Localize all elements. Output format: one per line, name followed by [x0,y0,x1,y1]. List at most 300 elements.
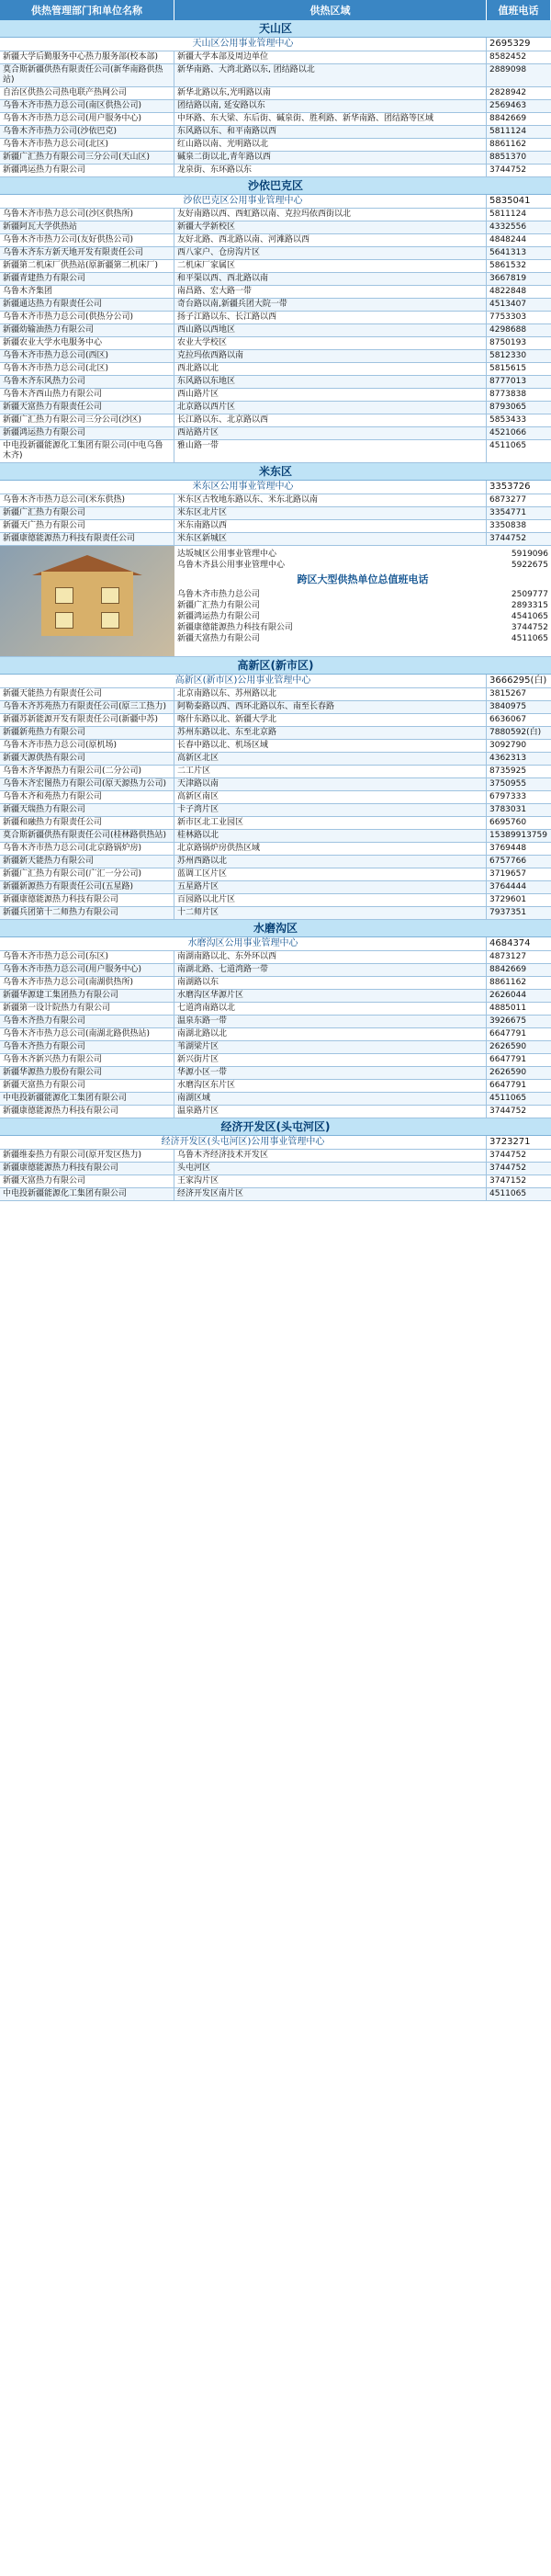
unit-name: 乌鲁木齐市热力总公司(北区) [0,363,174,375]
heating-area: 团结路以南, 延安路以东 [174,100,487,112]
unit-name: 新疆天富热力有限公司 [0,1080,174,1092]
center-name: 高新区(新市区)公用事业管理中心 [0,675,487,687]
heating-area: 米东区新城区 [174,533,487,545]
table-row [0,727,551,740]
heating-area: 南湖南路以北、东外环以西 [174,951,487,963]
heating-area: 阿勒泰路以西、西环北路以东、南至长春路 [174,701,487,713]
district-center-row [0,1136,551,1150]
table-row [0,299,551,312]
table-row [0,113,551,126]
unit-name: 乌鲁木齐东方新天地开发有限责任公司 [0,247,174,259]
duty-phone: 3750955 [489,779,527,789]
heating-area: 新市区北工业园区 [174,817,487,829]
duty-phone: 15389913759 [489,831,547,840]
table-row [0,791,551,804]
unit-name: 新疆广汇热力有限公司三分公司(天山区) [0,152,174,164]
district-rows [0,951,551,1118]
table-row [0,1175,551,1188]
heating-area: 乌鲁木齐经济技术开发区 [174,1150,487,1162]
heating-area: 高新区北区 [174,753,487,765]
district-rows [0,51,551,177]
duty-phone: 4332556 [489,222,527,232]
unit-name: 新疆天瑞热力有限公司 [0,804,174,816]
table-row [0,440,551,463]
center-name: 沙依巴克区公用事业管理中心 [0,195,487,208]
table-row [0,778,551,791]
unit-name: 新疆鸿运热力有限公司 [0,427,174,439]
unit-name: 乌鲁木齐市热力总公司(北区) [0,139,174,151]
unit-name: 乌鲁木齐热力有限公司 [0,1041,174,1053]
duty-phone: 4298688 [489,325,527,335]
table-row [0,260,551,273]
duty-phone: 5815615 [489,364,527,373]
district-header: 米东区 [0,463,551,481]
table-row [0,414,551,427]
unit-name: 新疆广汇热力有限公司 [0,507,174,519]
duty-phone: 3354771 [489,508,527,517]
heating-area: 苏州西路以北 [174,856,487,868]
duty-phone: 8861162 [489,140,527,149]
heating-area: 西山路以西地区 [174,324,487,336]
unit-name: 乌鲁木齐市热力总公司(供热分公司) [0,312,174,323]
heating-area: 新疆大学本部及周边单位 [174,51,487,63]
table-row [0,1106,551,1118]
duty-phone: 2828942 [489,88,527,97]
district-center-row [0,937,551,951]
duty-phone: 6647791 [489,1081,527,1090]
table-row [0,234,551,247]
center-phone: 3723271 [489,1137,531,1147]
special-line-name: 新疆广汇热力有限公司 [177,601,261,610]
duty-phone: 7937351 [489,908,527,917]
unit-name: 乌鲁木齐华源热力有限公司(二分公司) [0,766,174,777]
unit-name: 乌鲁木齐市热力总公司(沙区供热所) [0,209,174,221]
table-row [0,1041,551,1054]
heating-area: 头屯河区 [174,1163,487,1175]
table-header [0,0,551,20]
heating-area: 东风路以东地区 [174,376,487,388]
center-name: 水磨沟区公用事业管理中心 [0,937,487,950]
center-phone: 3666295(白) [489,675,547,686]
special-line [177,622,548,633]
heating-area: 百园路以北片区 [174,894,487,906]
unit-name: 乌鲁木齐市热力公司(友好供热公司) [0,234,174,246]
unit-name: 乌鲁木齐市热力公司(沙依巴克) [0,126,174,138]
unit-name: 新疆天广热力有限公司 [0,520,174,532]
table-row [0,337,551,350]
table-row [0,64,551,87]
duty-phone: 7880592(白) [489,728,542,737]
heating-area: 五星路片区 [174,881,487,893]
duty-phone: 3815267 [489,689,527,698]
unit-name: 乌鲁木齐市热力总公司(南湖北路供热站) [0,1028,174,1040]
duty-phone: 4873127 [489,952,527,961]
unit-name: 新疆康德能源热力科技有限公司 [0,894,174,906]
duty-phone: 3744752 [489,165,527,175]
duty-phone: 8851370 [489,153,527,162]
unit-name: 乌鲁木齐市热力总公司(东区) [0,951,174,963]
heating-area: 西站路片区 [174,427,487,439]
special-line-phone: 4511065 [511,634,548,643]
heating-area: 新兴街片区 [174,1054,487,1066]
unit-name: 新疆新天能热力有限公司 [0,856,174,868]
table-row [0,376,551,389]
unit-name: 新疆第一设计院热力有限公司 [0,1003,174,1015]
unit-name: 新疆第二机床厂供热站(原新疆第二机床厂) [0,260,174,272]
special-line [177,600,548,611]
table-row [0,427,551,440]
unit-name: 乌鲁木齐宏图热力有限公司(原天源热力公司) [0,778,174,790]
unit-name: 新疆青建热力有限公司 [0,273,174,285]
heating-area: 经济开发区南片区 [174,1188,487,1200]
unit-name: 莫合斯新疆供热有限责任公司(桂林路供热站) [0,830,174,842]
house-window [101,612,119,629]
table-row [0,701,551,714]
table-row [0,990,551,1003]
heating-area: 王家沟片区 [174,1175,487,1187]
table-row [0,951,551,964]
duty-phone: 3350838 [489,521,527,530]
unit-name: 新疆新源热力有限责任公司(五星路) [0,881,174,893]
table-row [0,494,551,507]
table-row [0,312,551,324]
table-row [0,152,551,165]
heating-area: 天津路以南 [174,778,487,790]
table-row [0,51,551,64]
duty-phone: 8750193 [489,338,527,347]
duty-phone: 8735925 [489,766,527,776]
special-pre-line [177,560,548,571]
heating-area: 华源小区一带 [174,1067,487,1079]
heating-area: 友好南路以西、西虹路以南、克拉玛依西街以北 [174,209,487,221]
unit-name: 乌鲁木齐集团 [0,286,174,298]
heating-area: 米东区北片区 [174,507,487,519]
table-row [0,1016,551,1028]
duty-phone: 3747152 [489,1176,527,1186]
table-row [0,520,551,533]
heating-area: 友好北路、西北路以南、河滩路以西 [174,234,487,246]
district-header: 高新区(新市区) [0,657,551,675]
house-window [55,612,73,629]
special-line-name: 新疆鸿运热力有限公司 [177,612,261,621]
duty-phone: 4362313 [489,754,527,763]
district-center-row [0,675,551,688]
duty-phone: 3926675 [489,1016,527,1026]
district-center-row [0,38,551,51]
special-line-phone: 4541065 [511,612,548,621]
unit-name: 新疆农业大学水电服务中心 [0,337,174,349]
heating-area: 水磨沟区华源片区 [174,990,487,1002]
duty-phone: 8582452 [489,52,527,62]
special-line [177,633,548,644]
duty-phone: 3729601 [489,895,527,904]
heating-area: 雅山路一带 [174,440,487,462]
table-row [0,843,551,856]
heating-area: 中环路、东大梁、东后街、碱泉街、胜利路、新华南路、团结路等区域 [174,113,487,125]
duty-phone: 3764444 [489,882,527,891]
heating-area: 十二师片区 [174,907,487,919]
heating-area: 卡子湾片区 [174,804,487,816]
special-line-phone: 2893315 [511,601,548,610]
table-row [0,1150,551,1163]
special-pre-phone: 5919096 [511,550,548,559]
duty-phone: 8842669 [489,114,527,123]
table-row [0,1003,551,1016]
duty-phone: 4885011 [489,1004,527,1013]
unit-name: 新疆和融热力有限责任公司 [0,817,174,829]
center-phone: 5835041 [489,196,531,206]
table-row [0,868,551,881]
unit-name: 新疆鸿运热力有限公司 [0,165,174,176]
heating-area: 北京路以西片区 [174,402,487,414]
table-row [0,247,551,260]
duty-phone: 8861162 [489,978,527,987]
duty-phone: 3769448 [489,844,527,853]
heating-area: 米东南路以西 [174,520,487,532]
unit-name: 新疆康德能源热力科技有限责任公司 [0,533,174,545]
heating-area: 和平渠以西、西北路以南 [174,273,487,285]
unit-name: 乌鲁木齐苏苑热力有限责任公司(原三工热力) [0,701,174,713]
duty-phone: 3744752 [489,1163,527,1173]
unit-name: 新疆通达热力有限责任公司 [0,299,174,311]
district-header: 沙依巴克区 [0,177,551,195]
unit-name: 乌鲁木齐市热力总公司(米东供热) [0,494,174,506]
unit-name: 新疆天富热力有限公司 [0,1175,174,1187]
unit-name: 新疆苏新能源开发有限责任公司(新疆中苏) [0,714,174,726]
table-row [0,165,551,177]
table-row [0,100,551,113]
duty-phone: 6797333 [489,792,527,801]
heating-area: 新华南路、大湾北路以东, 团结路以北 [174,64,487,86]
unit-name: 中电投新疆能源化工集团有限公司(中电乌鲁木齐) [0,440,174,462]
heating-area: 南昌路、宏大路一带 [174,286,487,298]
center-phone: 3353726 [489,482,531,492]
heating-area: 碱泉二街以北,青年路以西 [174,152,487,164]
table-row [0,402,551,414]
special-line-phone: 3744752 [511,623,548,632]
duty-phone: 4521066 [489,428,527,437]
duty-phone: 8777013 [489,377,527,386]
special-line [177,589,548,600]
table-row [0,126,551,139]
unit-name: 乌鲁木齐市热力总公司(用户服务中心) [0,964,174,976]
district-rows [0,1150,551,1201]
district-rows [0,209,551,463]
heating-area: 米东区古牧地东路以东、米东北路以南 [174,494,487,506]
table-row [0,740,551,753]
table-row [0,977,551,990]
unit-name: 乌鲁木齐市热力总公司(北京路锅炉房) [0,843,174,855]
duty-phone: 3092790 [489,741,527,750]
unit-name: 新疆阿瓦大学供热站 [0,221,174,233]
table-row [0,139,551,152]
house-window [55,587,73,604]
duty-phone: 2889098 [489,65,527,74]
duty-phone: 5811124 [489,210,527,219]
table-row [0,389,551,402]
heating-area: 克拉玛依西路以南 [174,350,487,362]
table-row [0,714,551,727]
table-row [0,324,551,337]
heating-area: 东风路以东、和平南路以西 [174,126,487,138]
duty-phone: 8842669 [489,965,527,974]
table-row [0,964,551,977]
heating-area: 龙泉街、东环路以东 [174,165,487,176]
heating-area: 桂林路以北 [174,830,487,842]
heating-area: 农业大学校区 [174,337,487,349]
duty-phone: 2626590 [489,1042,527,1051]
house-illustration [0,546,174,656]
table-row [0,286,551,299]
heating-area: 西八家户、仓房沟片区 [174,247,487,259]
unit-name: 乌鲁木齐市热力总公司(西区) [0,350,174,362]
heating-area: 喀什东路以北、新疆大学北 [174,714,487,726]
duty-phone: 5641313 [489,248,527,257]
special-line [177,611,548,622]
unit-name: 乌鲁木齐市热力总公司(用户服务中心) [0,113,174,125]
district-rows [0,494,551,546]
special-line-name: 新疆康德能源热力科技有限公司 [177,623,294,632]
table-row [0,363,551,376]
duty-phone: 3744752 [489,1151,527,1160]
heating-area: 长江路以东、北京路以西 [174,414,487,426]
heating-area: 南湖路以东 [174,977,487,989]
duty-phone: 2626590 [489,1068,527,1077]
special-pre-name: 达坂城区公用事业管理中心 [177,550,277,559]
duty-phone: 2626044 [489,991,527,1000]
unit-name: 新疆天富热力有限责任公司 [0,402,174,414]
heating-area: 二机床厂家属区 [174,260,487,272]
table-row [0,507,551,520]
unit-name: 莫合斯新疆供热有限责任公司(新华南路供热站) [0,64,174,86]
duty-phone: 2569463 [489,101,527,110]
duty-phone: 6695760 [489,818,527,827]
duty-phone: 4511065 [489,1189,527,1198]
table-row [0,350,551,363]
table-row [0,856,551,868]
duty-phone: 7753303 [489,312,527,322]
special-pre-line [177,549,548,560]
table-row [0,273,551,286]
table-row [0,533,551,546]
center-phone: 4684374 [489,938,531,948]
district-header: 天山区 [0,20,551,38]
special-pre-name: 乌鲁木齐县公用事业管理中心 [177,561,286,570]
duty-phone: 4822848 [489,287,527,296]
unit-name: 新疆大学后勤服务中心热力服务部(校本部) [0,51,174,63]
heating-area: 新华北路以东,光明路以南 [174,87,487,99]
table-row [0,209,551,221]
table-row [0,221,551,234]
center-name: 米东区公用事业管理中心 [0,481,487,494]
heating-area: 奇台路以南,新疆兵团大院一带 [174,299,487,311]
duty-phone: 6636067 [489,715,527,724]
duty-phone: 4848244 [489,235,527,244]
special-pre-phone: 5922675 [511,561,548,570]
duty-phone: 4511065 [489,1094,527,1103]
unit-name: 新疆维泰热力有限公司(原开发区热力) [0,1150,174,1162]
center-phone: 2695329 [489,39,531,49]
district-center-row [0,481,551,494]
table-row [0,1163,551,1175]
unit-name: 新疆兵团第十二师热力有限公司 [0,907,174,919]
district-rows [0,688,551,920]
heating-area: 西山路片区 [174,389,487,401]
duty-phone: 6647791 [489,1055,527,1064]
heating-area: 二工片区 [174,766,487,777]
unit-name: 乌鲁木齐热力有限公司 [0,1016,174,1027]
header-phone: 值班电话 [487,0,551,20]
duty-phone: 6757766 [489,857,527,866]
unit-name: 新疆康德能源热力科技有限公司 [0,1163,174,1175]
duty-phone: 4511065 [489,441,527,450]
heating-area: 北京南路以东、苏州路以北 [174,688,487,700]
unit-name: 乌鲁木齐新兴热力有限公司 [0,1054,174,1066]
unit-name: 乌鲁木齐市热力总公司(南区供热公司) [0,100,174,112]
duty-phone: 6873277 [489,495,527,505]
heating-area: 蓝调工区片区 [174,868,487,880]
district-header: 水磨沟区 [0,920,551,937]
directory-body [0,20,551,1201]
unit-name: 新疆华源建工集团热力有限公司 [0,990,174,1002]
table-row [0,753,551,766]
unit-name: 新疆华源热力股份有限公司 [0,1067,174,1079]
duty-phone: 5861532 [489,261,527,270]
duty-phone: 3667819 [489,274,527,283]
unit-name: 自治区供热公司热电联产热网公司 [0,87,174,99]
heating-area: 北京路锅炉房供热区域 [174,843,487,855]
heating-area: 七道湾南路以北 [174,1003,487,1015]
duty-phone: 3744752 [489,534,527,543]
table-row [0,766,551,778]
heating-area: 温泉东路一带 [174,1016,487,1027]
table-row [0,87,551,100]
duty-phone: 3840975 [489,702,527,711]
table-row [0,894,551,907]
center-name: 经济开发区(头屯河区)公用事业管理中心 [0,1136,487,1149]
heating-area: 南湖北路、七道湾路一带 [174,964,487,976]
district-header: 经济开发区(头屯河区) [0,1118,551,1136]
table-row [0,804,551,817]
table-row [0,1054,551,1067]
heating-area: 苇湖梁片区 [174,1041,487,1053]
unit-name: 新疆天能热力有限责任公司 [0,688,174,700]
special-line-name: 新疆天富热力有限公司 [177,634,261,643]
center-name: 天山区公用事业管理中心 [0,38,487,51]
heating-area: 红山路以南、光明路以北 [174,139,487,151]
table-row [0,881,551,894]
duty-phone: 4513407 [489,300,527,309]
table-row [0,1093,551,1106]
unit-name: 中电投新疆能源化工集团有限公司 [0,1093,174,1105]
table-row [0,1028,551,1041]
table-row [0,907,551,920]
unit-name: 新疆幼输油热力有限公司 [0,324,174,336]
heating-area: 扬子江路以东、长江路以西 [174,312,487,323]
unit-name: 乌鲁木齐市热力总公司(原机场) [0,740,174,752]
heating-area: 西北路以北 [174,363,487,375]
house-window [101,587,119,604]
header-area: 供热区域 [174,0,487,20]
table-row [0,1067,551,1080]
unit-name: 乌鲁木齐东风热力公司 [0,376,174,388]
duty-phone: 8773838 [489,390,527,399]
table-row [0,830,551,843]
unit-name: 乌鲁木齐和苑热力有限公司 [0,791,174,803]
duty-phone: 5853433 [489,415,527,425]
table-row [0,1080,551,1093]
special-info [174,546,551,656]
